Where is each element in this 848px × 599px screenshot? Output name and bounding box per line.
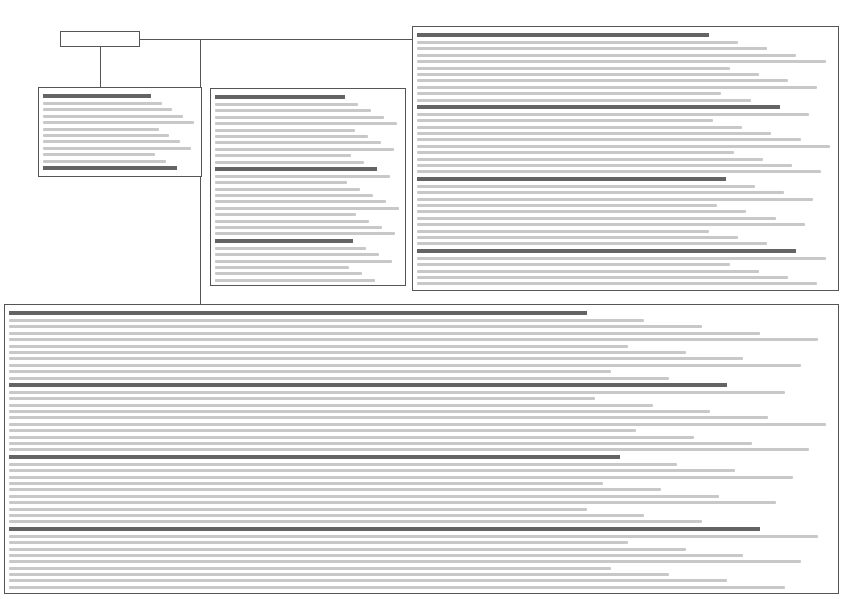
intro-box	[38, 87, 202, 177]
its-box	[412, 26, 839, 291]
sifilis-box	[4, 304, 839, 594]
topic-title-box	[60, 31, 140, 47]
ets-detail-box	[210, 88, 406, 286]
